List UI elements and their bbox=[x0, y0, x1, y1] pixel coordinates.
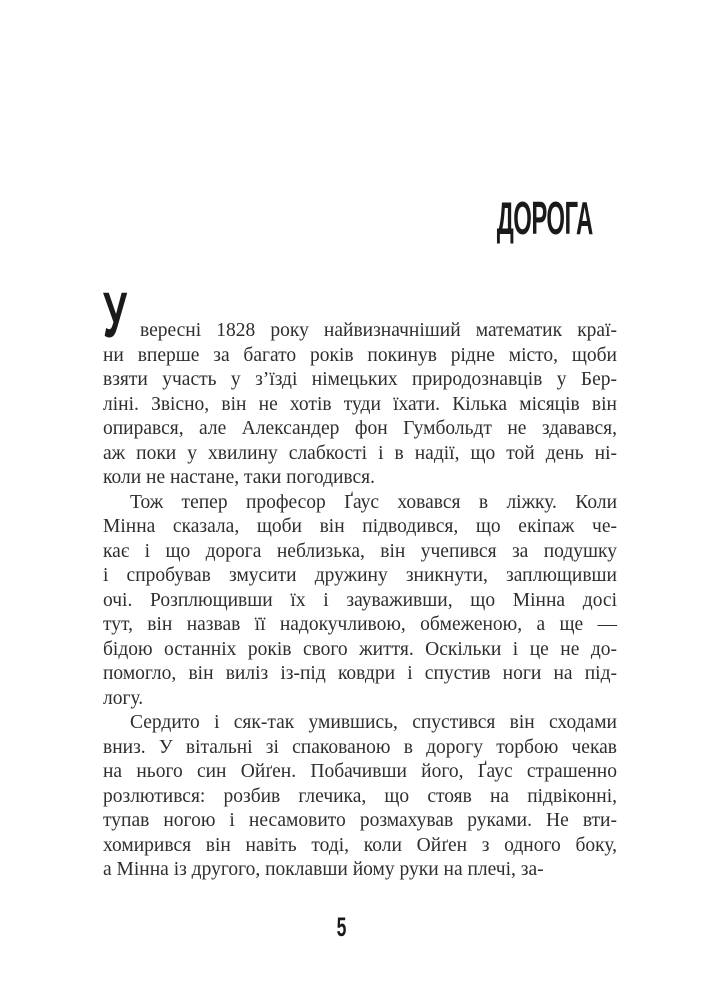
text-line: Тож тепер професор Ґаус ховався в ліжку. Коли bbox=[130, 491, 617, 513]
text-line: У вересні 1828 року найвизначніший математик краї- bbox=[103, 279, 617, 351]
page-footer bbox=[0, 914, 728, 941]
text-line: помогло, він виліз із-під ковдри і спустив ноги на під- bbox=[103, 663, 617, 684]
page-number: 5 bbox=[337, 912, 347, 942]
body-text bbox=[103, 279, 617, 883]
text-line: розлютився: розбив глечика, що стояв на підвіконні, bbox=[103, 785, 617, 807]
text-line: ліні. Звісно, він не хотів туди їхати. Кілька місяців він bbox=[103, 393, 617, 415]
text-line: а Мінна із другого, поклавши йому руки на плечі, за- bbox=[103, 859, 544, 880]
text-line: ни вперше за багато років покинув рідне місто, щоби bbox=[103, 344, 617, 366]
text-line: коли не настане, таки погодився. bbox=[103, 467, 376, 488]
text-line: аж поки у хвилину слабкості і в надії, що той день ні- bbox=[103, 442, 617, 464]
text-line: кає і що дорога неблизька, він учепився за подушку bbox=[103, 540, 617, 562]
text-line: логу. bbox=[103, 687, 144, 709]
text-line: очі. Розплющивши їх і зауваживши, що Мінна досі bbox=[103, 589, 617, 611]
text-line: тут, він назвав її надокучливою, обмеженою, а ще — bbox=[103, 614, 617, 635]
text-line: і спробував змусити дружину зникнути, заплющивши bbox=[103, 565, 617, 586]
text-line: вниз. У вітальні зі спакованою в дорогу торбою чекав bbox=[103, 736, 617, 758]
text-line: Сердито і сяк-так умившись, спустився він сходами bbox=[130, 712, 617, 733]
chapter-title: ДОРОГА bbox=[496, 192, 593, 244]
text-line: опирався, але Александер фон Гумбольдт не здавався, bbox=[103, 418, 617, 439]
text-line: хомирився він навіть тоді, коли Ойґен з одного боку, bbox=[103, 834, 617, 856]
text-line: взяти участь у з’їзді німецьких природознавців у Бер- bbox=[103, 369, 617, 390]
drop-cap: У bbox=[103, 279, 127, 351]
text-line: Мінна сказала, щоби він підводився, що екіпаж че- bbox=[103, 516, 617, 537]
text-line: бідою останніх років свого життя. Оскільки і це не до- bbox=[103, 638, 617, 660]
text-line: на нього син Ойґен. Побачивши його, Ґаус страшенно bbox=[103, 761, 617, 782]
text-line: тупав ногою і несамовито розмахував руками. Не вти- bbox=[103, 810, 617, 831]
